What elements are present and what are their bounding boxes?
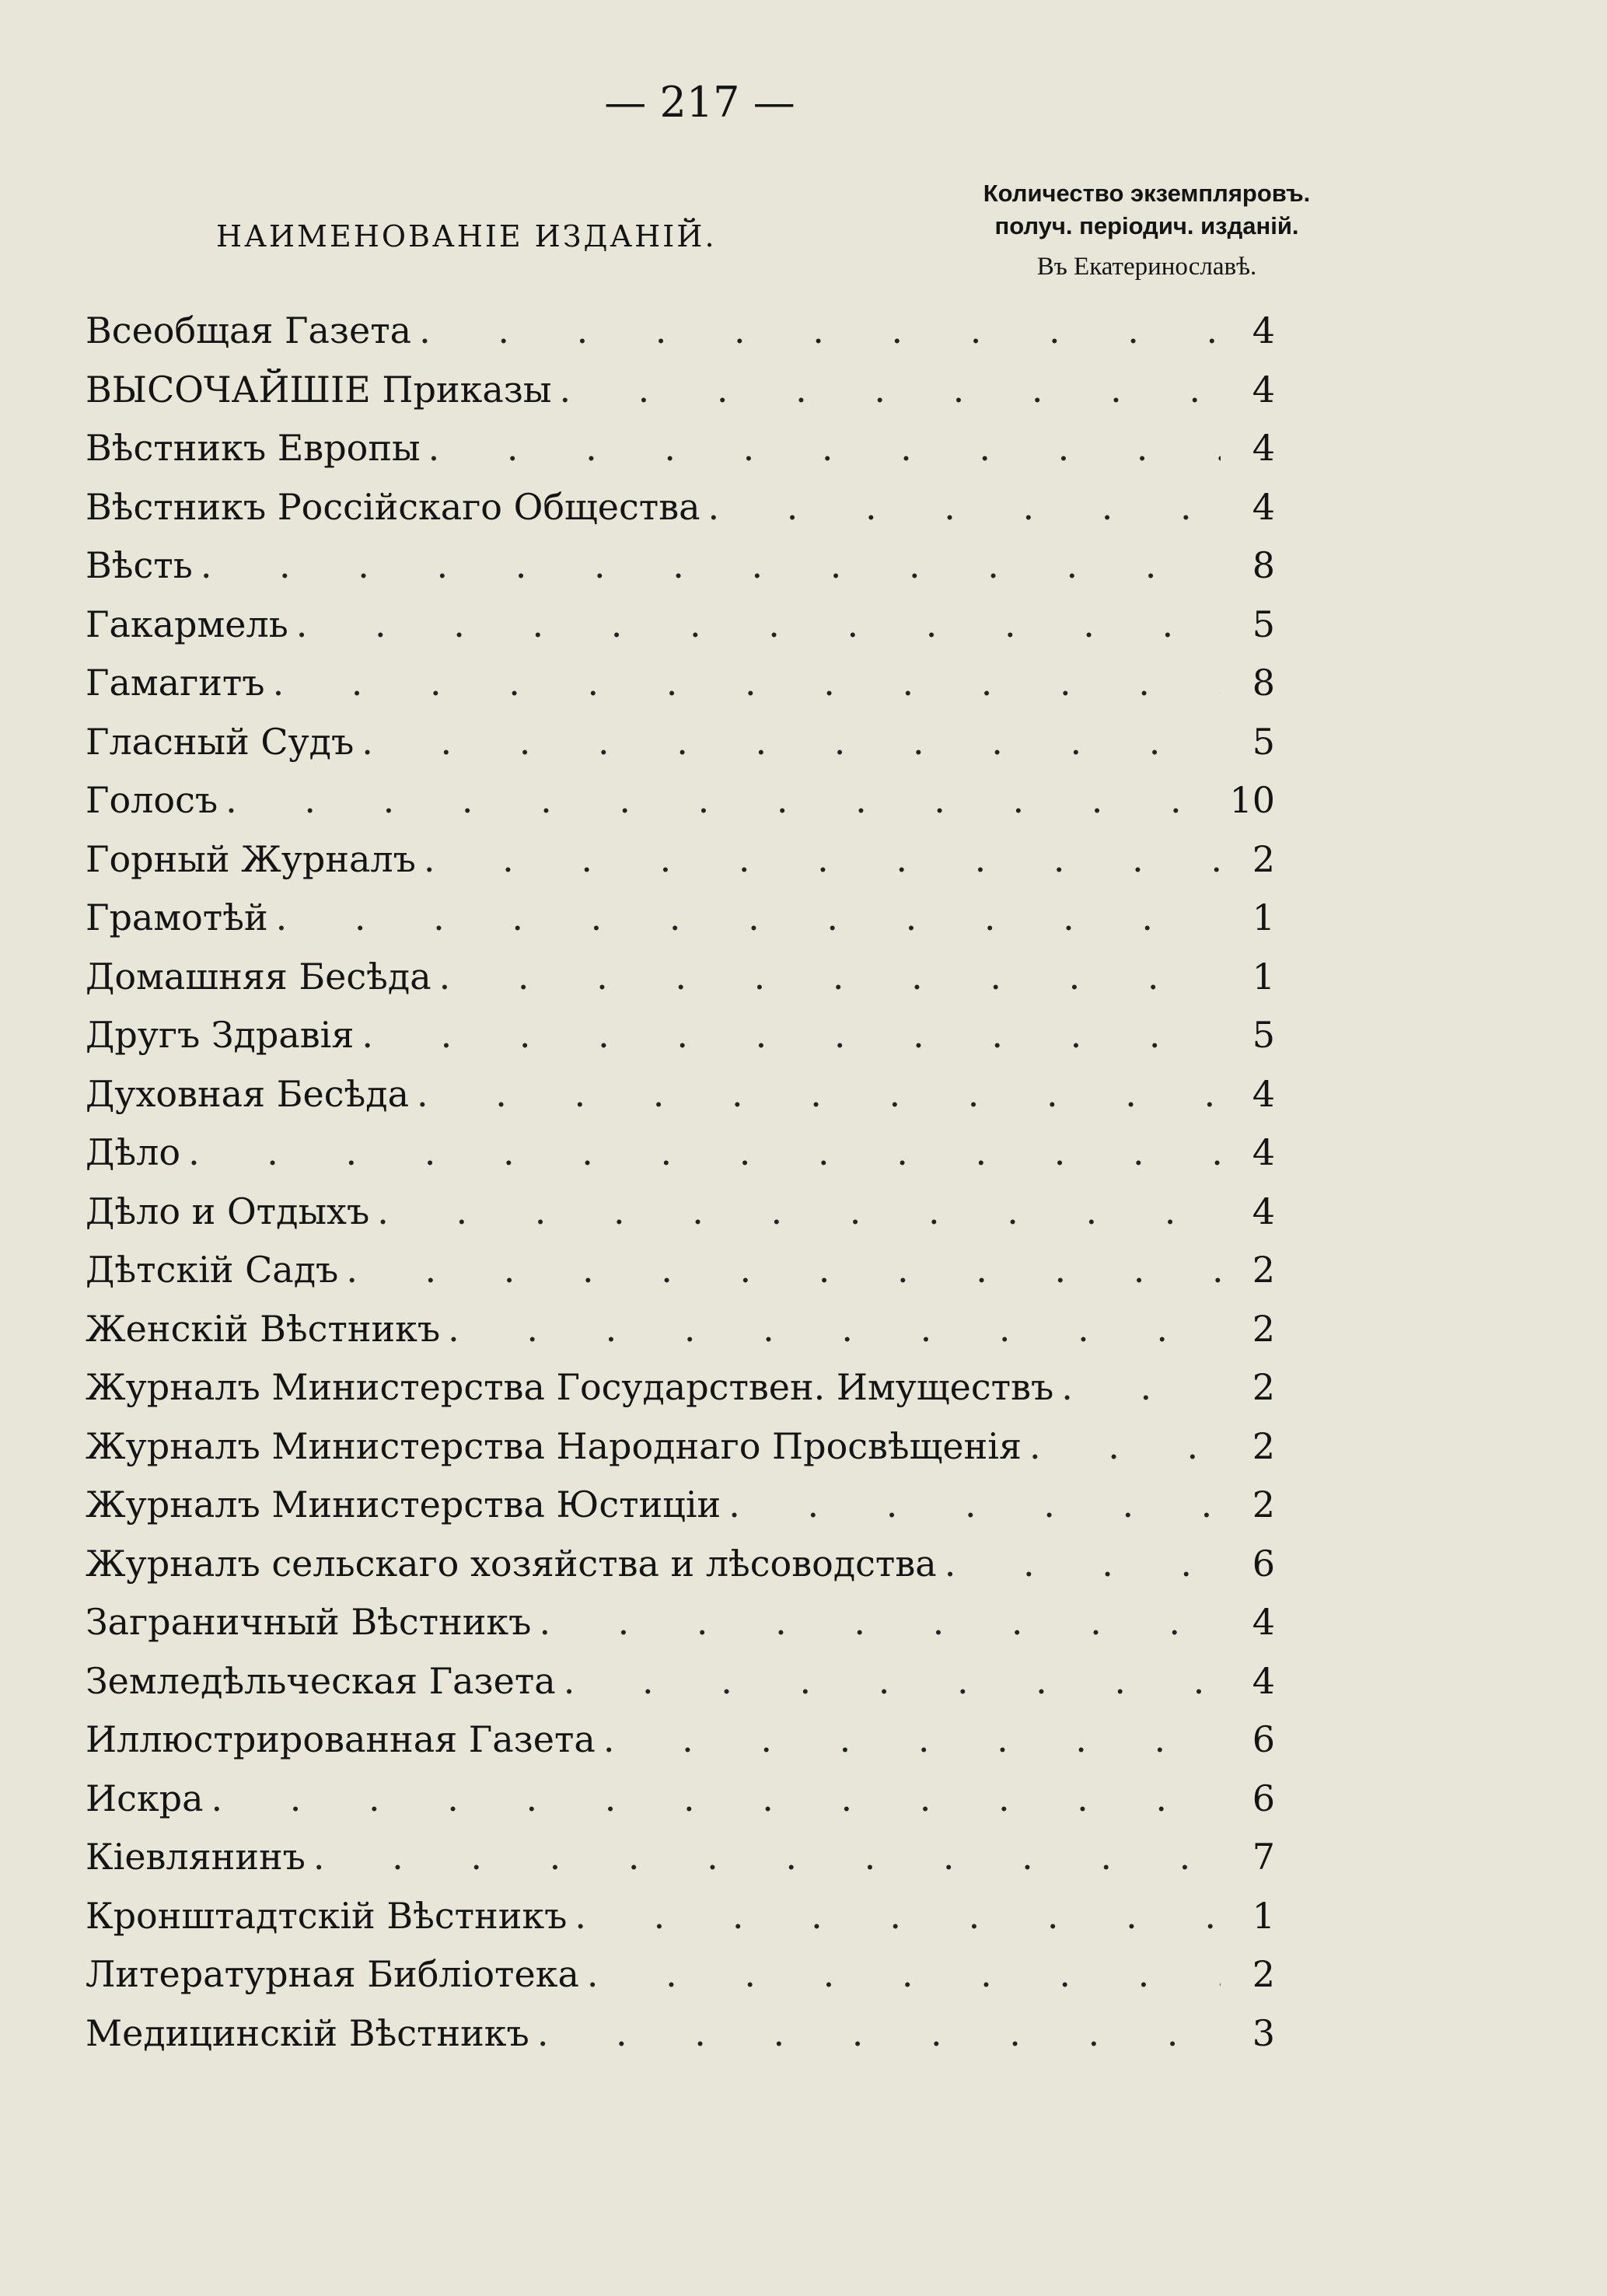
copy-count: 2 — [1252, 1366, 1275, 1408]
list-item — [86, 1131, 1275, 1190]
publication-name: Другъ Здравія — [86, 1014, 355, 1056]
publication-name: Горный Журналъ — [86, 837, 416, 880]
list-item — [86, 1014, 1275, 1073]
copy-count: 4 — [1252, 309, 1275, 351]
copy-count: 8 — [1252, 662, 1275, 704]
publication-name: Кіевлянинъ — [86, 1836, 306, 1878]
list-item — [86, 1190, 1275, 1249]
dot-leader — [424, 838, 1221, 880]
dot-leader — [587, 1953, 1221, 1995]
copy-count: 2 — [1252, 1424, 1275, 1467]
list-item — [86, 603, 1275, 662]
publication-name: Духовная Бесѣда — [86, 1072, 409, 1115]
copy-count: 5 — [1252, 1014, 1275, 1056]
copy-count: 4 — [1252, 1072, 1275, 1115]
dot-leader — [945, 1543, 1221, 1585]
copy-count: 6 — [1252, 1542, 1275, 1585]
publication-name: Медицинскій Вѣстникъ — [86, 2011, 529, 2054]
dot-leader — [559, 369, 1221, 411]
copy-count: 5 — [1252, 720, 1275, 763]
dot-leader — [417, 1073, 1221, 1115]
column-header-counts-line1: Количество экземпляровъ. — [983, 180, 1311, 207]
copy-count: 4 — [1252, 485, 1275, 528]
copy-count: 2 — [1252, 1483, 1275, 1525]
list-item — [86, 1543, 1275, 1602]
list-item — [86, 369, 1275, 428]
publication-name: Вѣстникъ Европы — [86, 427, 421, 469]
publication-name: Журналъ Министерства Юстиціи — [86, 1483, 721, 1525]
dot-leader — [428, 427, 1221, 469]
list-item — [86, 1073, 1275, 1132]
copy-count: 1 — [1252, 896, 1275, 938]
list-item — [86, 1601, 1275, 1660]
dot-leader — [564, 1660, 1221, 1702]
dot-leader — [377, 1190, 1221, 1232]
publication-name: Иллюстрированная Газета — [86, 1718, 596, 1760]
column-header-counts — [945, 177, 1349, 283]
publication-name: Гамагитъ — [86, 662, 265, 704]
copy-count: 4 — [1252, 1131, 1275, 1173]
dot-leader — [1061, 1366, 1221, 1408]
list-item — [86, 309, 1275, 369]
publication-name: Дѣтскій Садъ — [86, 1249, 339, 1291]
dot-leader — [419, 309, 1221, 351]
publication-name: Журналъ сельскаго хозяйства и лѣсоводства — [86, 1542, 937, 1585]
publication-name: Земледѣльческая Газета — [86, 1659, 556, 1702]
column-header-city: Въ Екатеринославѣ. — [1036, 253, 1257, 281]
list-item — [86, 486, 1275, 545]
copy-count: 1 — [1252, 1894, 1275, 1937]
copy-count: 3 — [1252, 2011, 1275, 2054]
dot-leader — [201, 544, 1221, 586]
copy-count: 2 — [1252, 1953, 1275, 1995]
copy-count: 10 — [1229, 779, 1275, 821]
publication-name: Дѣло — [86, 1131, 181, 1173]
publication-list — [86, 309, 1275, 2071]
dot-leader — [225, 779, 1221, 821]
list-item — [86, 1660, 1275, 1719]
dot-leader — [362, 721, 1221, 763]
list-item — [86, 662, 1275, 721]
list-item — [86, 1483, 1275, 1543]
dot-leader — [362, 1014, 1221, 1056]
dot-leader — [313, 1836, 1221, 1878]
dot-leader — [537, 2012, 1221, 2054]
list-item — [86, 1953, 1275, 2012]
dot-leader — [346, 1249, 1221, 1291]
list-item — [86, 1718, 1275, 1777]
dot-leader — [603, 1718, 1221, 1760]
list-item — [86, 1308, 1275, 1367]
copy-count: 4 — [1252, 368, 1275, 411]
copy-count: 6 — [1252, 1777, 1275, 1819]
publication-name: Женскій Вѣстникъ — [86, 1307, 441, 1350]
list-item — [86, 1895, 1275, 1954]
publication-name: ВЫСОЧАЙШІЕ Приказы — [86, 368, 552, 411]
dot-leader — [211, 1777, 1221, 1819]
dot-leader — [539, 1601, 1221, 1643]
copy-count: 4 — [1252, 427, 1275, 469]
dot-leader — [728, 1483, 1221, 1525]
publication-name: Вѣстникъ Россійскаго Общества — [86, 485, 700, 528]
list-item — [86, 1249, 1275, 1308]
list-item — [86, 2012, 1275, 2071]
copy-count: 4 — [1252, 1659, 1275, 1702]
list-item — [86, 956, 1275, 1015]
copy-count: 2 — [1252, 1249, 1275, 1291]
list-item — [86, 1836, 1275, 1895]
publication-name: Гласный Судъ — [86, 720, 355, 763]
publication-name: Журналъ Министерства Государствен. Имуществъ — [86, 1366, 1054, 1408]
dot-leader — [276, 896, 1221, 938]
list-item — [86, 1777, 1275, 1836]
copy-count: 8 — [1252, 544, 1275, 586]
dot-leader — [296, 603, 1221, 645]
list-item — [86, 1425, 1275, 1484]
copy-count: 4 — [1252, 1190, 1275, 1232]
publication-name: Всеобщая Газета — [86, 309, 412, 351]
publication-name: Вѣсть — [86, 544, 193, 586]
dot-leader — [1029, 1425, 1221, 1467]
list-item — [86, 721, 1275, 780]
dot-leader — [188, 1131, 1221, 1173]
list-item — [86, 896, 1275, 956]
list-item — [86, 779, 1275, 838]
publication-name: Дѣло и Отдыхъ — [86, 1190, 370, 1232]
list-item — [86, 544, 1275, 603]
publication-name: Заграничный Вѣстникъ — [86, 1601, 532, 1643]
publication-name: Гакармель — [86, 603, 288, 645]
list-item — [86, 838, 1275, 897]
copy-count: 2 — [1252, 1307, 1275, 1350]
publication-name: Грамотѣй — [86, 896, 268, 938]
copy-count: 4 — [1252, 1601, 1275, 1643]
copy-count: 2 — [1252, 837, 1275, 880]
publication-name: Голосъ — [86, 779, 218, 821]
publication-name: Искра — [86, 1777, 204, 1819]
publication-name: Журналъ Министерства Народнаго Просвѣщенія — [86, 1424, 1022, 1467]
column-header-names: НАИМЕНОВАНІЕ ИЗДАНІЙ. — [216, 219, 717, 253]
list-item — [86, 1366, 1275, 1425]
dot-leader — [708, 486, 1221, 528]
column-header-counts-line2: получ. періодич. изданій. — [994, 212, 1299, 239]
dot-leader — [448, 1308, 1221, 1350]
copy-count: 5 — [1252, 603, 1275, 645]
copy-count: 1 — [1252, 955, 1275, 998]
dot-leader — [575, 1895, 1221, 1937]
list-item — [86, 427, 1275, 486]
dot-leader — [273, 662, 1221, 704]
page-number: — 217 — — [604, 78, 795, 127]
dot-leader — [439, 956, 1221, 998]
publication-name: Литературная Библіотека — [86, 1953, 579, 1995]
publication-name: Домашняя Бесѣда — [86, 955, 431, 998]
copy-count: 7 — [1252, 1836, 1275, 1878]
copy-count: 6 — [1252, 1718, 1275, 1760]
publication-name: Кронштадтскій Вѣстникъ — [86, 1894, 568, 1937]
